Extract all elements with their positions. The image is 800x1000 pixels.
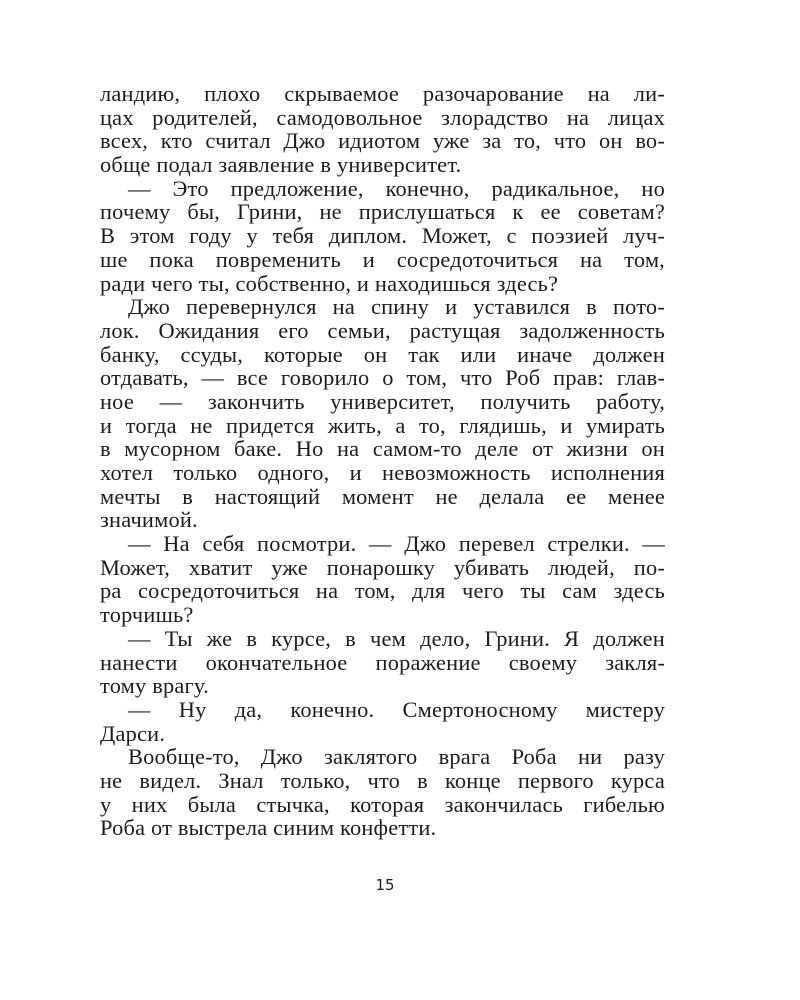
text-line: — Ну да, конечно. Смертоносному мистеру [128,696,665,722]
text-line: Дарси. [100,720,166,746]
body-text [100,82,665,840]
text-line: почему бы, Грини, не прислушаться к ее советам? [100,199,665,225]
text-line: мечты в настоящий момент не делала ее менее [100,483,665,509]
page-number: 15 [375,876,395,894]
text-line: Джо перевернулся на спину и уставился в пото- [128,294,665,320]
text-line: В этом году у тебя диплом. Может, с поэзией луч- [100,223,665,249]
text-line: ное — закончить университет, получить работу, [100,388,665,414]
text-line: отдавать, — все говорило о том, что Роб прав: глав- [100,365,665,391]
text-line: тому врагу. [100,673,209,699]
text-line: Может, хватит уже понарошку убивать людей, по- [100,554,665,580]
text-line: в мусорном баке. Но на самом-то деле от жизни он [100,436,665,462]
text-line: обще подал заявление в университет. [100,152,462,178]
text-line: не видел. Знал только, что в конце первого курса [100,767,665,793]
text-line: значимой. [100,507,198,533]
text-line: — На себя посмотри. — Джо перевел стрелки. — [128,531,665,557]
text-line: — Ты же в курсе, в чем дело, Грини. Я должен [128,625,665,651]
text-line: торчишь? [100,602,194,628]
text-line: нанести окончательное поражение своему закля- [100,649,665,675]
text-line: хотел только одного, и невозможность исполнения [100,460,665,485]
text-line: банку, ссуды, которые он так или иначе должен [100,341,665,367]
text-line: у них была стычка, которая закончилась гибелью [100,791,665,817]
text-line: Роба от выстрела синим конфетти. [100,815,437,841]
text-line: ради чего ты, собственно, и находишься здесь? [100,270,559,296]
text-line: ра сосредоточиться на том, для чего ты сам здесь [100,578,665,604]
text-line: Вообще-то, Джо заклятого врага Роба ни разу [128,744,665,770]
text-line: всех, кто считал Джо идиотом уже за то, что он во- [100,128,665,154]
text-line: лок. Ожидания его семьи, растущая задолженность [100,317,665,343]
text-line: — Это предложение, конечно, радикальное, но [128,175,665,201]
text-line: ше пока повременить и сосредоточиться на том, [100,246,665,272]
text-line: ландию, плохо скрываемое разочарование на ли- [100,81,665,106]
text-line: цах родителей, самодовольное злорадство на лицах [100,104,665,130]
text-line: и тогда не придется жить, а то, глядишь, и умирать [100,412,665,438]
